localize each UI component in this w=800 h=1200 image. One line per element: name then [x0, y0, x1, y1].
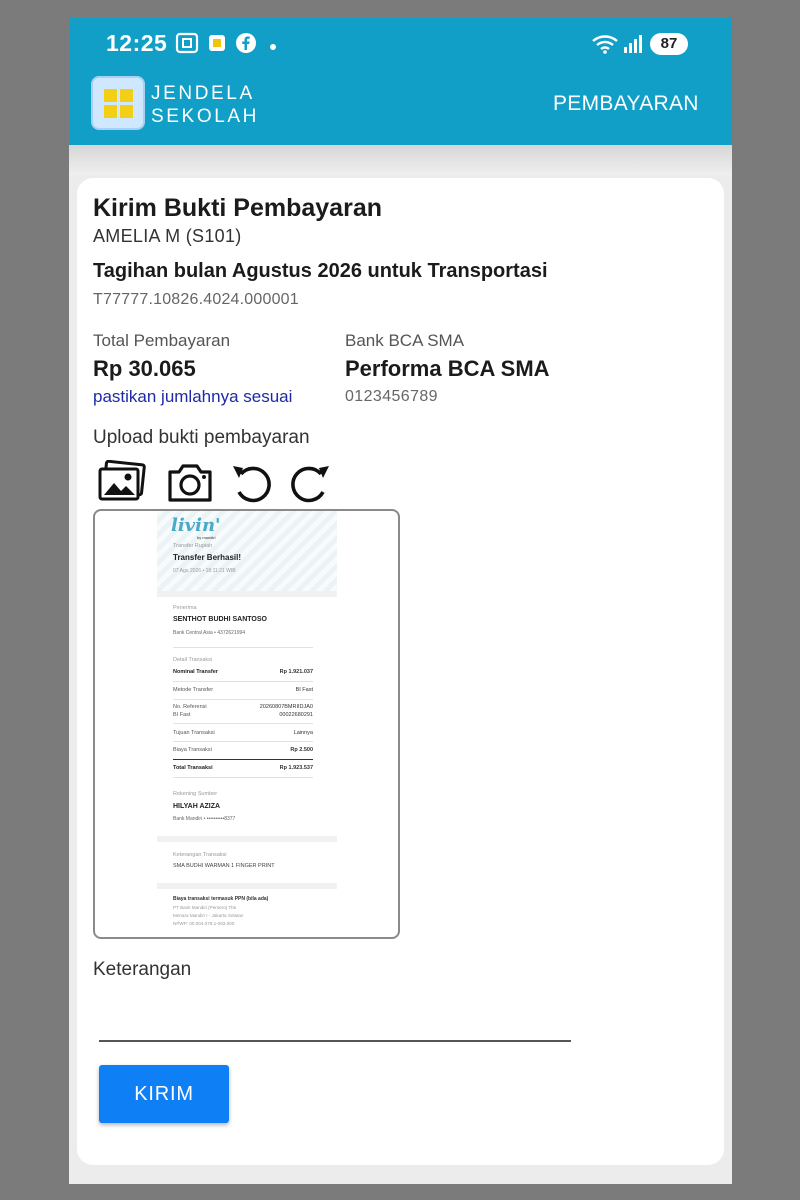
receipt-detail-label: Detail Transaksi [173, 657, 213, 663]
app-brand [151, 82, 259, 128]
receipt-recipient-bank: Bank Central Asia • 4372621994 [173, 630, 246, 636]
receipt-datetime: 07 Agu 2026 • 18:11:21 WIB [173, 568, 236, 574]
brand-line-1: JENDELA [151, 83, 255, 104]
bank-name: Performa BCA SMA [345, 356, 550, 381]
note-label: Keterangan [93, 959, 192, 980]
receipt-note-value: SMA BUDHI WARMAN 1 FINGER PRINT [173, 863, 275, 869]
phone-screen [69, 18, 732, 1184]
app-bar-shadow [69, 145, 732, 175]
receipt-footer-line: PT Bank Mandiri (Persero) Tbk [173, 905, 237, 910]
total-value: Rp 30.065 [93, 356, 196, 381]
receipt-source-name: HILYAH AZIZA [173, 803, 221, 810]
brand-line-2: SEKOLAH [151, 106, 259, 127]
receipt-category: Transfer Rupiah [173, 543, 213, 549]
wifi-icon [591, 34, 619, 59]
total-label: Total Pembayaran [93, 331, 231, 350]
uploaded-proof-preview[interactable] [93, 509, 400, 939]
receipt-brand-sub: by mandiri [197, 535, 216, 540]
form-heading: Kirim Bukti Pembayaran [93, 194, 382, 222]
submit-button[interactable]: KIRIM [99, 1065, 229, 1123]
receipt-status: Transfer Berhasil! [173, 553, 242, 562]
receipt-source-label: Rekening Sumber [173, 791, 218, 797]
gallery-icon[interactable] [97, 460, 147, 504]
receipt-row: Biaya Transaksi Rp 2.500 [173, 747, 313, 753]
battery-indicator: 87 [650, 33, 688, 55]
camera-icon[interactable] [165, 460, 215, 504]
receipt-recipient-label: Penerima [173, 605, 197, 611]
receipt-note-label: Keterangan Transaksi [173, 852, 227, 858]
status-time: 12:25 [106, 30, 168, 56]
receipt-recipient-name: SENTHOT BUDHI SANTOSO [173, 616, 267, 623]
receipt-row: Metode Transfer BI Fast [173, 687, 313, 693]
receipt-row: No. Referensi 20260807BMRIIDJA0 [173, 704, 313, 710]
status-bar [69, 18, 732, 70]
receipt-brand-logo: livin' [171, 515, 221, 536]
signal-icon [623, 33, 645, 60]
page-title[interactable]: PEMBAYARAN [553, 92, 699, 115]
app-bar [69, 18, 732, 145]
bank-label: Bank BCA SMA [345, 331, 465, 350]
total-hint: pastikan jumlahnya sesuai [93, 387, 293, 406]
bill-code: T77777.10826.4024.000001 [93, 291, 299, 308]
bank-account: 0123456789 [345, 388, 438, 405]
receipt-row: Total Transaksi Rp 1.923.537 [173, 765, 313, 771]
receipt-row: Tujuan Transaksi Lainnya [173, 730, 313, 736]
receipt-footer-line: Menara Mandiri I - Jakarta Selatan [173, 913, 244, 918]
receipt-row: BI Fast 000226802​91 [173, 712, 313, 718]
note-input[interactable] [99, 998, 571, 1038]
bill-title: Tagihan bulan Agustus 2026 untuk Transportasi [93, 260, 548, 282]
note-underline [99, 1040, 571, 1042]
dot-icon [269, 38, 277, 56]
facebook-icon [235, 32, 257, 59]
upload-label: Upload bukti pembayaran [93, 427, 310, 448]
receipt-source-bank: Bank Mandiri • ••••••••••8377 [173, 816, 236, 822]
rotate-left-icon[interactable] [227, 460, 277, 504]
receipt-footer-line: NPWP: 00.004.079.1-093.000 [173, 921, 235, 926]
screenshot-icon [175, 32, 199, 59]
notification-square-icon [207, 32, 227, 59]
receipt-footer-title: Biaya transaksi termasuk PPN (bila ada) [173, 896, 269, 902]
transfer-receipt-image [157, 511, 337, 939]
payment-proof-card [77, 178, 724, 1165]
rotate-right-icon[interactable] [285, 460, 335, 504]
receipt-row: Nominal Transfer Rp 1.921.037 [173, 669, 313, 675]
app-logo-icon[interactable] [91, 76, 145, 130]
student-name: AMELIA M (S101) [93, 226, 242, 246]
